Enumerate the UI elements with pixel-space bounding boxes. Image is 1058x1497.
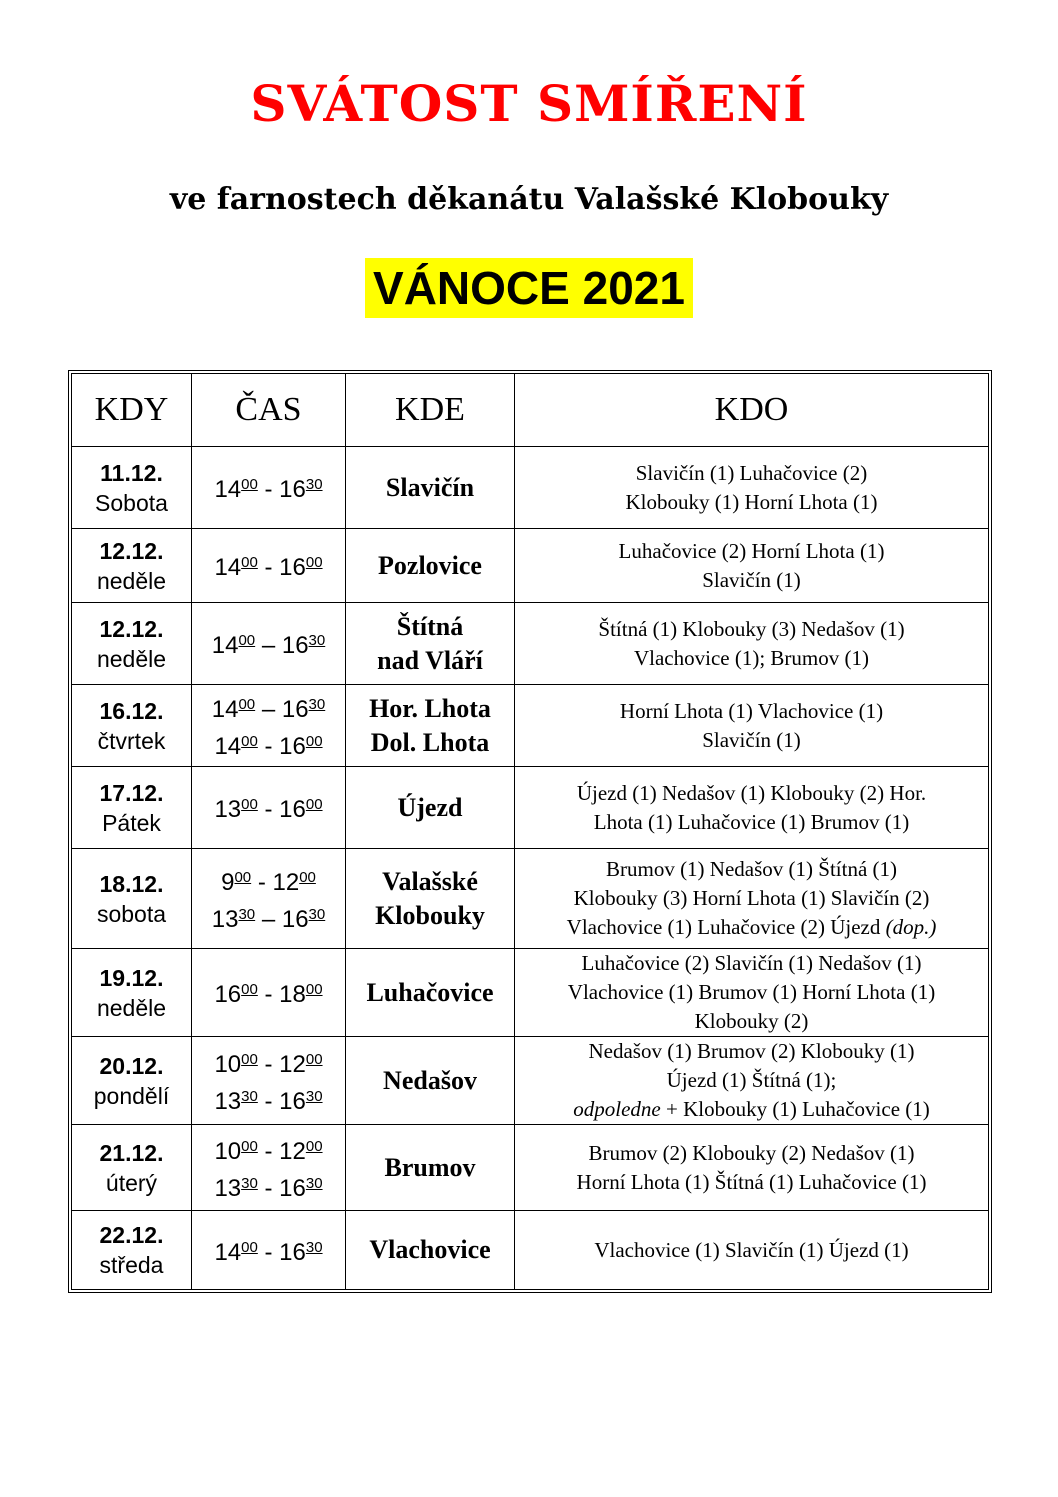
end-hour: 16 <box>279 796 306 823</box>
start-hour: 10 <box>214 1137 242 1165</box>
parishes-text: + Klobouky (1) Luhačovice (1) <box>660 1097 930 1121</box>
end-minutes: 30 <box>305 1087 323 1105</box>
end-minutes: 00 <box>305 981 323 998</box>
start-hour: 14 <box>214 476 242 503</box>
row-date: 18.12. <box>99 870 164 897</box>
range-separator: - <box>257 476 280 503</box>
parishes-line <box>519 615 984 644</box>
end-minutes: 00 <box>299 868 316 886</box>
start-hour: 13 <box>214 796 242 823</box>
cell-who <box>515 1037 988 1125</box>
parishes-text: Újezd (1) Nedašov (1) Klobouky (2) Hor. <box>576 780 927 805</box>
place-name: Luhačovice <box>366 977 494 1007</box>
end-hour: 12 <box>279 1137 306 1165</box>
place-name: Slavičín <box>385 472 475 502</box>
parishes-line <box>519 808 984 837</box>
parishes-line <box>519 459 984 488</box>
end-hour: 12 <box>272 868 300 896</box>
start-hour: 14 <box>211 632 239 659</box>
table-row <box>72 685 988 767</box>
time-range <box>196 1081 341 1118</box>
parishes-line <box>519 697 984 726</box>
cell-where <box>346 529 515 603</box>
place-name: Dol. Lhota <box>370 727 490 757</box>
table-row <box>72 949 988 1037</box>
column-header-who: KDO <box>515 374 988 447</box>
table-row <box>72 1211 988 1289</box>
end-hour: 16 <box>281 632 309 659</box>
place-name: Nedašov <box>383 1065 477 1095</box>
table-row <box>72 603 988 685</box>
parishes-line <box>519 884 984 913</box>
parishes-line <box>519 978 984 1007</box>
end-minutes: 30 <box>305 1238 323 1256</box>
cell-time <box>192 767 346 849</box>
range-separator: - <box>251 868 273 896</box>
cell-where <box>346 1125 515 1211</box>
end-hour: 16 <box>279 476 306 503</box>
parishes-text: Luhačovice (2) Horní Lhota (1) <box>618 538 885 563</box>
cell-time <box>192 447 346 529</box>
parishes-text: Nedašov (1) Brumov (2) Klobouky (1) <box>588 1039 915 1063</box>
end-minutes: 30 <box>305 1174 323 1192</box>
row-date: 21.12. <box>99 1139 164 1166</box>
time-range <box>196 899 341 936</box>
range-separator: – <box>255 695 282 723</box>
column-header-time: ČAS <box>192 374 346 447</box>
row-day: sobota <box>96 900 167 927</box>
cell-who <box>515 849 988 949</box>
parishes-line <box>519 1236 984 1265</box>
parishes-line <box>519 1037 984 1066</box>
start-hour: 14 <box>214 554 242 581</box>
start-minutes: 00 <box>238 632 256 649</box>
table-header-row <box>72 374 988 447</box>
place-name: Štítná <box>396 611 464 641</box>
schedule-body <box>72 447 988 1289</box>
place-name: Hor. Lhota <box>369 693 491 723</box>
start-hour: 16 <box>214 981 242 1008</box>
row-day: neděle <box>96 567 167 594</box>
row-date: 12.12. <box>99 615 164 642</box>
table-row <box>72 849 988 949</box>
parishes-line <box>519 1168 984 1197</box>
start-hour: 13 <box>214 1174 242 1202</box>
parishes-text: odpoledne <box>573 1097 661 1121</box>
place-name: Klobouky <box>375 900 485 930</box>
row-day: Pátek <box>102 809 161 836</box>
range-separator: – <box>255 905 282 933</box>
place-name: Vlachovice <box>369 1235 491 1264</box>
cell-where <box>346 603 515 685</box>
cell-when <box>72 603 192 685</box>
parishes-text: Horní Lhota (1) Štítná (1) Luhačovice (1) <box>576 1169 927 1194</box>
parishes-text: Klobouky (1) Horní Lhota (1) <box>625 489 878 514</box>
parishes-line <box>519 913 984 942</box>
season-badge: VÁNOCE 2021 <box>365 258 693 318</box>
row-date: 12.12. <box>99 537 164 564</box>
parishes-line <box>519 1066 984 1095</box>
end-minutes: 30 <box>308 695 326 713</box>
parishes-line <box>519 537 984 566</box>
start-minutes: 00 <box>241 981 258 998</box>
row-day: neděle <box>96 994 167 1021</box>
end-hour: 16 <box>281 905 309 933</box>
start-minutes: 00 <box>241 554 258 571</box>
cell-when <box>72 849 192 949</box>
parishes-text: Brumov (2) Klobouky (2) Nedašov (1) <box>588 1140 915 1165</box>
start-hour: 14 <box>211 695 239 723</box>
start-hour: 13 <box>211 905 239 933</box>
end-minutes: 30 <box>308 632 326 649</box>
cell-time <box>192 1037 346 1125</box>
start-minutes: 30 <box>241 1174 258 1192</box>
column-header-when: KDY <box>72 374 192 447</box>
cell-where <box>346 685 515 767</box>
row-day: Sobota <box>95 489 168 516</box>
start-hour: 14 <box>214 1238 242 1266</box>
time-range <box>196 1168 341 1205</box>
end-minutes: 00 <box>305 796 323 813</box>
range-separator: - <box>257 554 280 581</box>
place-name: nad Vláří <box>377 645 483 675</box>
table-row <box>72 767 988 849</box>
cell-who <box>515 949 988 1037</box>
cell-time <box>192 849 346 949</box>
parishes-text: Vlachovice (1) Luhačovice (2) Újezd <box>566 915 886 939</box>
time-range <box>196 789 341 826</box>
row-date: 22.12. <box>99 1222 164 1248</box>
end-minutes: 00 <box>305 1050 323 1068</box>
parishes-text: Luhačovice (2) Slavičín (1) Nedašov (1) <box>581 951 922 975</box>
start-minutes: 00 <box>238 695 256 713</box>
range-separator: - <box>257 796 280 823</box>
start-hour: 14 <box>214 732 242 760</box>
parishes-line <box>519 488 984 517</box>
cell-where <box>346 1037 515 1125</box>
column-header-where: KDE <box>346 374 515 447</box>
parishes-line <box>519 779 984 808</box>
cell-who <box>515 685 988 767</box>
cell-time <box>192 1211 346 1289</box>
range-separator: - <box>257 1087 280 1115</box>
row-day: středa <box>99 1252 164 1278</box>
end-hour: 16 <box>279 732 306 760</box>
place-name: Valašské <box>382 866 478 896</box>
start-minutes: 00 <box>241 1137 258 1155</box>
cell-when <box>72 1125 192 1211</box>
cell-time <box>192 949 346 1037</box>
row-date: 20.12. <box>99 1052 164 1079</box>
cell-when <box>72 685 192 767</box>
cell-when <box>72 767 192 849</box>
cell-where <box>346 849 515 949</box>
cell-who <box>515 447 988 529</box>
cell-when <box>72 447 192 529</box>
end-minutes: 30 <box>305 476 323 493</box>
parishes-text: Klobouky (2) <box>694 1009 809 1033</box>
range-separator: - <box>257 981 280 1008</box>
table-row <box>72 1037 988 1125</box>
range-separator: – <box>255 632 282 659</box>
cell-where <box>346 1211 515 1289</box>
end-minutes: 00 <box>305 1137 323 1155</box>
time-range <box>196 547 341 584</box>
time-range <box>196 469 341 506</box>
end-minutes: 00 <box>305 554 323 571</box>
cell-where <box>346 949 515 1037</box>
parishes-line <box>519 1139 984 1168</box>
parishes-line <box>519 855 984 884</box>
parishes-text: Vlachovice (1) Slavičín (1) Újezd (1) <box>594 1237 909 1262</box>
end-hour: 16 <box>279 1087 306 1115</box>
cell-when <box>72 1037 192 1125</box>
end-hour: 16 <box>279 1238 306 1266</box>
parishes-text: Vlachovice (1); Brumov (1) <box>633 645 869 670</box>
parishes-text: Horní Lhota (1) Vlachovice (1) <box>619 698 884 723</box>
cell-when <box>72 529 192 603</box>
place-name: Brumov <box>384 1152 476 1182</box>
place-name: Újezd <box>397 792 463 822</box>
time-range <box>196 689 341 726</box>
cell-who <box>515 1211 988 1289</box>
start-minutes: 00 <box>241 732 258 750</box>
parishes-text: Klobouky (3) Horní Lhota (1) Slavičín (2) <box>573 886 930 910</box>
parishes-line <box>519 949 984 978</box>
row-day: pondělí <box>93 1082 170 1109</box>
range-separator: - <box>257 732 280 760</box>
end-hour: 16 <box>279 554 306 581</box>
cell-time <box>192 1125 346 1211</box>
cell-time <box>192 603 346 685</box>
cell-when <box>72 1211 192 1289</box>
parishes-text: (dop.) <box>885 915 937 939</box>
row-date: 17.12. <box>99 779 164 806</box>
start-hour: 9 <box>221 868 235 896</box>
schedule-table <box>68 370 992 1293</box>
start-minutes: 30 <box>241 1087 258 1105</box>
time-range <box>196 1044 341 1081</box>
parishes-line <box>519 726 984 755</box>
page-title: SVÁTOST SMÍŘENÍ <box>250 74 808 133</box>
table-row <box>72 1125 988 1211</box>
parishes-text: Štítná (1) Klobouky (3) Nedašov (1) <box>598 616 905 641</box>
parishes-text: Lhota (1) Luhačovice (1) Brumov (1) <box>593 809 910 834</box>
start-minutes: 00 <box>241 476 258 493</box>
cell-who <box>515 603 988 685</box>
place-name: Pozlovice <box>378 550 482 580</box>
time-range <box>196 1232 341 1269</box>
start-minutes: 00 <box>241 796 258 813</box>
end-hour: 16 <box>279 1174 306 1202</box>
cell-where <box>346 447 515 529</box>
parishes-text: Brumov (1) Nedašov (1) Štítná (1) <box>605 857 898 881</box>
end-minutes: 30 <box>308 905 326 923</box>
end-minutes: 00 <box>305 732 323 750</box>
page-subtitle: ve farnostech děkanátu Valašské Klobouky <box>169 182 889 217</box>
time-range <box>196 726 341 763</box>
range-separator: - <box>257 1238 280 1266</box>
row-day: neděle <box>96 645 167 672</box>
badge-wrapper <box>0 258 1058 318</box>
start-minutes: 00 <box>241 1238 258 1256</box>
table-row <box>72 529 988 603</box>
row-date: 11.12. <box>100 459 163 486</box>
parishes-line <box>519 644 984 673</box>
start-minutes: 00 <box>234 868 252 886</box>
end-hour: 12 <box>279 1050 306 1078</box>
range-separator: - <box>257 1137 280 1165</box>
parishes-line <box>519 1007 984 1036</box>
table-row <box>72 447 988 529</box>
start-minutes: 00 <box>241 1050 258 1068</box>
cell-who <box>515 1125 988 1211</box>
row-day: úterý <box>105 1169 158 1196</box>
row-day: čtvrtek <box>97 727 166 754</box>
range-separator: - <box>257 1174 280 1202</box>
cell-where <box>346 767 515 849</box>
parishes-text: Slavičín (1) <box>702 567 801 592</box>
parishes-text: Vlachovice (1) Brumov (1) Horní Lhota (1) <box>567 980 936 1004</box>
cell-who <box>515 767 988 849</box>
start-hour: 10 <box>214 1050 242 1078</box>
time-range <box>196 862 341 899</box>
parishes-text: Újezd (1) Štítná (1); <box>666 1068 837 1092</box>
start-minutes: 30 <box>238 905 256 923</box>
parishes-line <box>519 566 984 595</box>
time-range <box>196 1131 341 1168</box>
end-hour: 16 <box>281 695 309 723</box>
parishes-line <box>519 1095 984 1124</box>
row-date: 19.12. <box>99 964 164 991</box>
cell-when <box>72 949 192 1037</box>
range-separator: - <box>257 1050 280 1078</box>
time-range <box>196 625 341 662</box>
end-hour: 18 <box>279 981 306 1008</box>
time-range <box>196 974 341 1011</box>
row-date: 16.12. <box>99 697 164 724</box>
start-hour: 13 <box>214 1087 242 1115</box>
cell-time <box>192 685 346 767</box>
parishes-text: Slavičín (1) Luhačovice (2) <box>635 460 868 485</box>
cell-who <box>515 529 988 603</box>
parishes-text: Slavičín (1) <box>702 727 801 752</box>
cell-time <box>192 529 346 603</box>
